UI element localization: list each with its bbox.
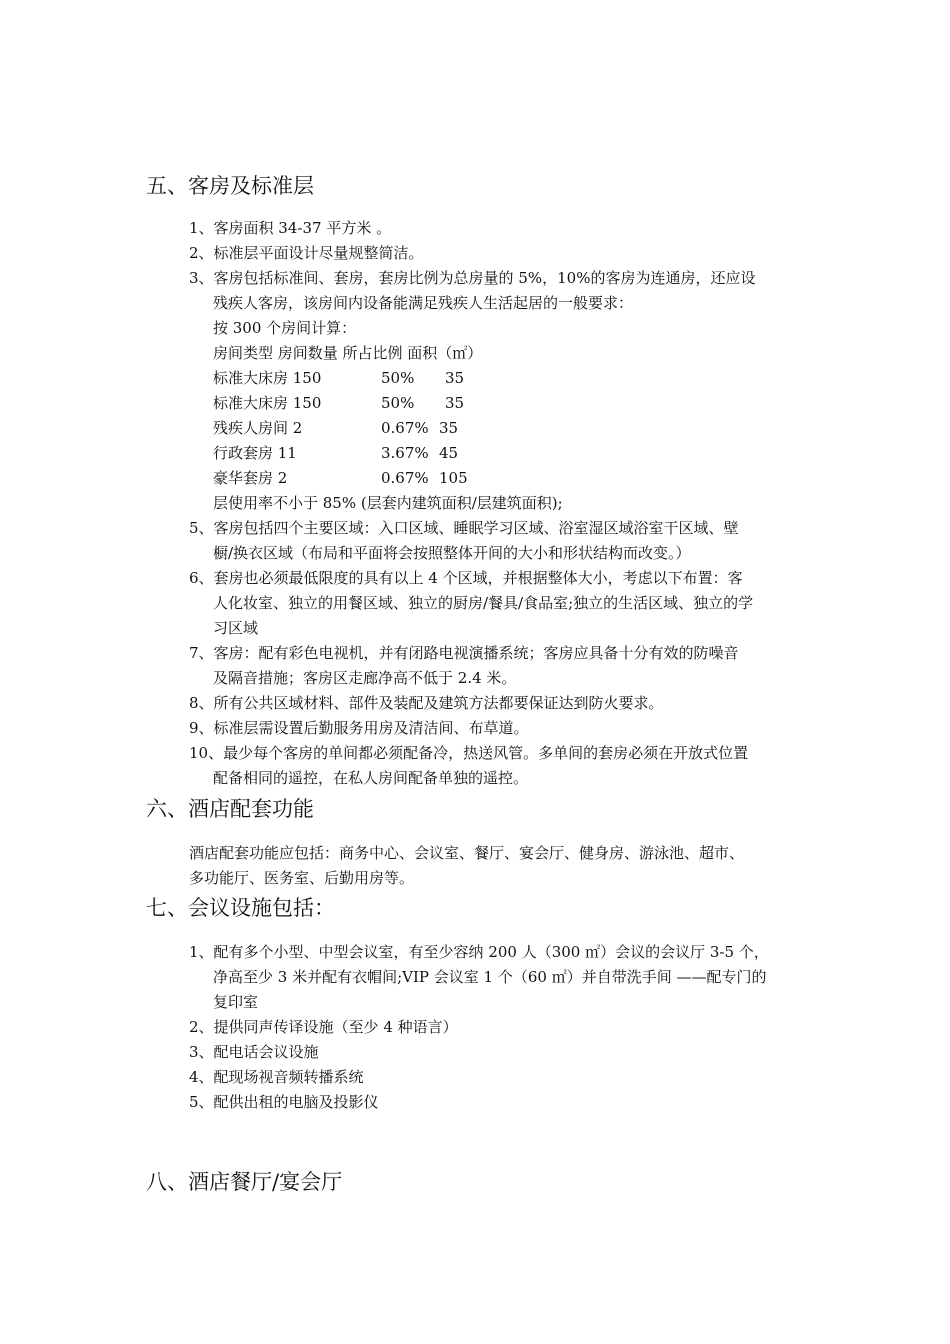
room-ratio: 0.67% — [381, 469, 429, 487]
s5-item-3-line-4: 层使用率不小于 85% (层套内建筑面积/层建筑面积); — [213, 494, 563, 512]
section-5-heading: 五、客房及标准层 — [146, 174, 314, 198]
room-table-row — [213, 443, 513, 463]
room-table-row — [213, 368, 513, 388]
s5-item-6-line-2: 人化妆室、独立的用餐区域、独立的厨房/餐具/食品室;独立的生活区域、独立的学 — [213, 594, 754, 612]
room-area: 105 — [439, 469, 468, 487]
room-type-count: 行政套房 11 — [213, 444, 297, 462]
s7-item-1-line-2: 净高至少 3 米并配有衣帽间;VIP 会议室 1 个（60 ㎡）并自带洗手间 ——配专门的 — [213, 968, 767, 986]
s5-item-7-line-2: 及隔音措施；客房区走廊净高不低于 2.4 米。 — [213, 669, 517, 687]
s5-item-5-line-1: 5、客房包括四个主要区域：入口区域、睡眠学习区域、浴室湿区域浴室干区域、壁 — [189, 519, 739, 537]
s5-item-9: 9、标准层需设置后勤服务用房及清洁间、布草道。 — [189, 719, 529, 737]
room-type-count: 标准大床房 150 — [213, 369, 322, 387]
section-7-heading: 七、会议设施包括： — [146, 896, 335, 920]
room-type-count: 豪华套房 2 — [213, 469, 288, 487]
s5-item-3-line-3: 按 300 个房间计算： — [213, 319, 357, 337]
s6-line-2: 多功能厅、医务室、后勤用房等。 — [189, 869, 415, 887]
s5-item-2: 2、标准层平面设计尽量规整简洁。 — [189, 244, 424, 262]
room-ratio: 50% — [381, 369, 415, 387]
room-area: 45 — [439, 444, 459, 462]
room-ratio: 3.67% — [381, 444, 429, 462]
room-area: 35 — [439, 419, 459, 437]
room-type-count: 残疾人房间 2 — [213, 419, 303, 437]
s7-item-1-line-3: 复印室 — [213, 993, 259, 1011]
s7-item-4: 4、配现场视音频转播系统 — [189, 1068, 364, 1086]
room-table-row — [213, 468, 513, 488]
s5-item-3-line-1: 3、客房包括标准间、套房，套房比例为总房量的 5%，10%的客房为连通房，还应设 — [189, 269, 756, 287]
s7-item-1-line-1: 1、配有多个小型、中型会议室，有至少容纳 200 人（300 ㎡）会议的会议厅 3-5 个， — [189, 943, 769, 961]
room-area: 35 — [445, 394, 465, 412]
s5-item-3-line-2: 残疾人客房，该房间内设备能满足残疾人生活起居的一般要求： — [213, 294, 634, 312]
s5-item-8: 8、所有公共区域材料、部件及装配及建筑方法都要保证达到防火要求。 — [189, 694, 664, 712]
s6-line-1: 酒店配套功能应包括：商务中心、会议室、餐厅、宴会厅、健身房、游泳池、超市、 — [189, 844, 745, 862]
s5-item-10-line-2: 配备相同的遥控，在私人房间配备单独的遥控。 — [213, 769, 529, 787]
s5-item-1: 1、客房面积 34-37 平方米 。 — [189, 219, 392, 237]
section-6-heading: 六、酒店配套功能 — [146, 797, 314, 821]
room-type-count: 标准大床房 150 — [213, 394, 322, 412]
s5-item-5-line-2: 橱/换衣区域（布局和平面将会按照整体开间的大小和形状结构而改变。） — [213, 544, 691, 562]
s7-item-5: 5、配供出租的电脑及投影仪 — [189, 1093, 379, 1111]
room-ratio: 0.67% — [381, 419, 429, 437]
s5-item-10-line-1: 10、最少每个客房的单间都必须配备冷，热送风管。多单间的套房必须在开放式位置 — [189, 744, 749, 762]
s5-item-6-line-1: 6、套房也必须最低限度的具有以上 4 个区域，并根据整体大小，考虑以下布置：客 — [189, 569, 743, 587]
room-ratio: 50% — [381, 394, 415, 412]
s5-item-7-line-1: 7、客房：配有彩色电视机，并有闭路电视演播系统；客房应具备十分有效的防噪音 — [189, 644, 739, 662]
s7-item-2: 2、提供同声传译设施（至少 4 种语言） — [189, 1018, 458, 1036]
s5-item-6-line-3: 习区域 — [213, 619, 259, 637]
s7-item-3: 3、配电话会议设施 — [189, 1043, 319, 1061]
room-table-row — [213, 393, 513, 413]
room-table-header: 房间类型 房间数量 所占比例 面积（㎡） — [213, 344, 483, 362]
room-table-row — [213, 418, 513, 438]
room-area: 35 — [445, 369, 465, 387]
section-8-heading: 八、酒店餐厅/宴会厅 — [146, 1170, 343, 1194]
